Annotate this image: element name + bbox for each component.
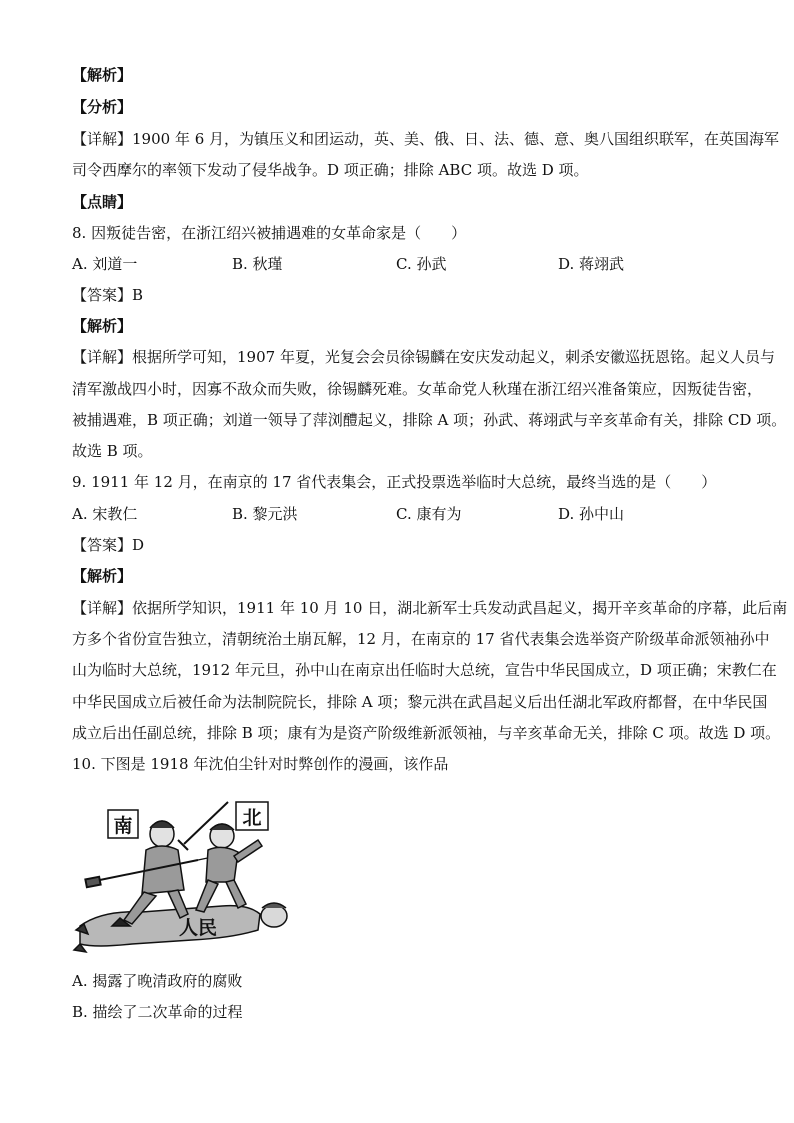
north-label: 北 (242, 807, 262, 829)
option-8-d: D. 蒋翊武 (558, 255, 625, 273)
analysis-heading-9: 【解析】 (72, 567, 133, 585)
option-10-b: B. 描绘了二次革命的过程 (72, 1003, 243, 1021)
option-8-b: B. 秋瑾 (232, 255, 283, 273)
options-8 (72, 253, 724, 275)
question-9: 9. 1911 年 12 月，在南京的 17 省代表集会，正式投票选举临时大总统，最终当选的是（ ） (72, 473, 717, 491)
dianjing-heading-7: 【点睛】 (72, 193, 133, 211)
option-9-a: A. 宋教仁 (72, 505, 138, 523)
detail-8-line-4: 故选 B 项。 (72, 442, 153, 460)
option-8-c: C. 孙武 (396, 255, 447, 273)
detail-7-line-2: 司令西摩尔的率领下发动了侵华战争。D 项正确；排除 ABC 项。故选 D 项。 (72, 161, 589, 179)
question-8: 8. 因叛徒告密，在浙江绍兴被捕遇难的女革命家是（ ） (72, 224, 467, 242)
analysis-heading-8: 【解析】 (72, 317, 133, 335)
detail-9-line-1: 【详解】依据所学知识，1911 年 10 月 10 日，湖北新军士兵发动武昌起义，揭开辛亥革命的序幕，此后南 (72, 599, 788, 617)
detail-8-line-1: 【详解】根据所学可知，1907 年夏，光复会会员徐锡麟在安庆发动起义，刺杀安徽巡抚恩铭。起义人员与 (72, 348, 775, 366)
south-label: 南 (113, 815, 133, 837)
answer-9: 【答案】D (72, 536, 145, 554)
answer-8: 【答案】B (72, 286, 144, 304)
option-10-a: A. 揭露了晚清政府的腐败 (72, 972, 243, 990)
cartoon-illustration (72, 798, 294, 958)
options-9 (72, 503, 724, 525)
north-soldier (196, 824, 262, 912)
detail-7-line-1: 【详解】1900 年 6 月，为镇压义和团运动，英、美、俄、日、法、德、意、奥八国组织联军，在英国海军 (72, 130, 780, 148)
option-9-d: D. 孙中山 (558, 505, 625, 523)
detail-9-line-3: 山为临时大总统，1912 年元旦，孙中山在南京出任临时大总统，宣告中华民国成立，D 项正确；宋教仁在 (72, 661, 777, 679)
analysis-heading-7: 【解析】 (72, 66, 133, 84)
option-9-c: C. 康有为 (396, 505, 462, 523)
detail-8-line-2: 清军激战四小时，因寡不敌众而失败，徐锡麟死难。女革命党人秋瑾在浙江绍兴准备策应，因叛徒告密， (72, 380, 763, 398)
option-8-a: A. 刘道一 (72, 255, 138, 273)
detail-9-line-4: 中华民国成立后被任命为法制院院长，排除 A 项；黎元洪在武昌起义后出任湖北军政府都督，在中华民国 (72, 693, 768, 711)
detail-8-line-3: 被捕遇难，B 项正确；刘道一领导了萍浏醴起义，排除 A 项；孙武、蒋翊武与辛亥革命有关，排除 CD 项。 (72, 411, 787, 429)
question-10: 10. 下图是 1918 年沈伯尘针对时弊创作的漫画，该作品 (72, 755, 449, 773)
detail-9-line-5: 成立后出任副总统，排除 B 项；康有为是资产阶级维新派领袖，与辛亥革命无关，排除 C 项。故选 D 项。 (72, 724, 781, 742)
people-label: 人民 (178, 917, 218, 939)
fenxi-heading-7: 【分析】 (72, 98, 133, 116)
option-9-b: B. 黎元洪 (232, 505, 298, 523)
detail-9-line-2: 方多个省份宣告独立，清朝统治土崩瓦解，12 月，在南京的 17 省代表集会选举资产阶级革命派领袖孙中 (72, 630, 770, 648)
